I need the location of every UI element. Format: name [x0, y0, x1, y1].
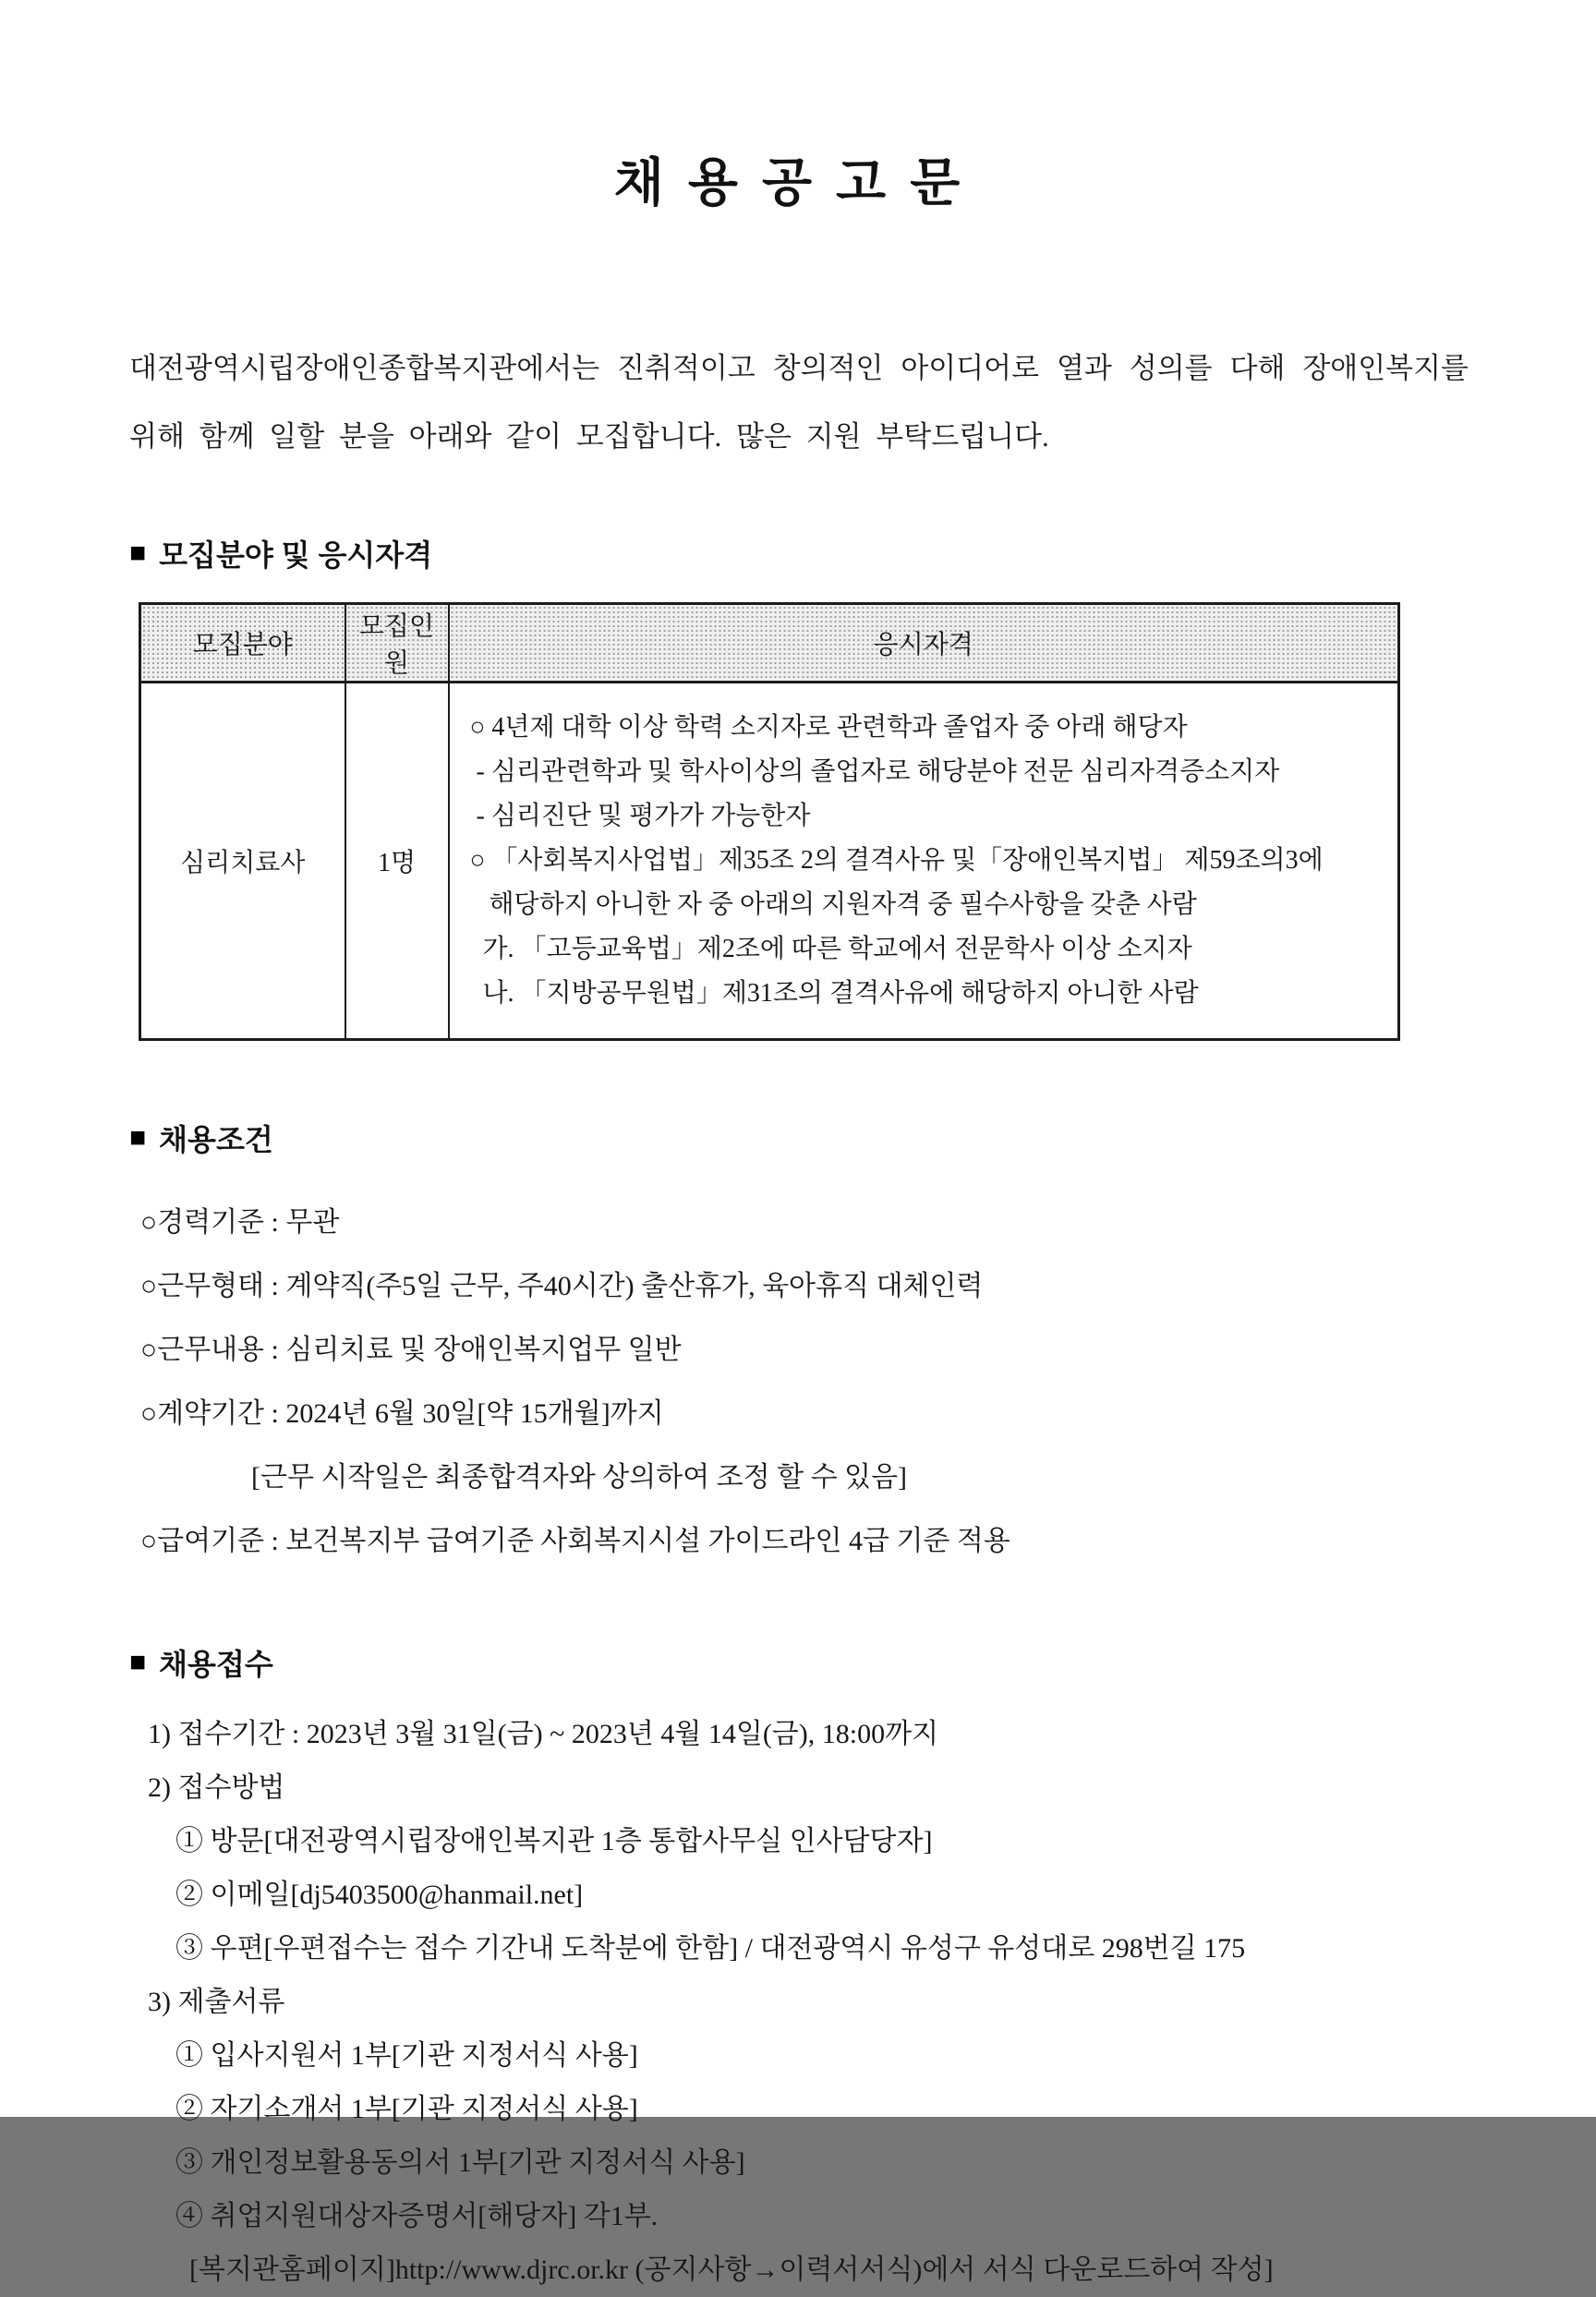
qualification-line: ○ 4년제 대학 이상 학력 소지자로 관련학과 졸업자 중 아래 해당자: [469, 713, 1188, 742]
section-recruit: [129, 532, 1469, 1041]
qualification-line: - 심리관련학과 및 학사이상의 졸업자로 해당분야 전문 심리자격증소지자: [469, 757, 1280, 786]
application-list: [148, 1708, 1469, 2297]
qualification-line: 나. 「지방공무원법」제31조의 결격사유에 해당하지 아니한 사람: [469, 979, 1199, 1008]
table-row: [140, 683, 1399, 1040]
conditions-list: [140, 1191, 1469, 1573]
square-bullet-icon: ■: [129, 1122, 147, 1153]
condition-item: ○급여기준 : 보건복지부 급여기준 사회복지시설 가이드라인 4급 기준 적용: [140, 1526, 1010, 1556]
application-line: 3) 제출서류: [148, 1987, 285, 2017]
application-line-note: [복지관홈페이지]http://www.djrc.or.kr (공지사항→이력서서식)에서 서식 다운로드하여 작성]: [148, 2255, 1274, 2285]
recruit-table: [139, 602, 1400, 1041]
col-header-count: 모집인원: [345, 604, 449, 683]
condition-item: ○근무형태 : 계약직(주5일 근무, 주40시간) 출산휴가, 육아휴직 대체인력: [140, 1271, 984, 1301]
section-heading-application: [129, 1641, 1469, 1684]
application-line: ② 이메일[dj5403500@hanmail.net]: [148, 1880, 584, 1910]
recruit-table-body: [140, 683, 1399, 1040]
application-line: ③ 개인정보활용동의서 1부[기관 지정서식 사용]: [148, 2147, 745, 2178]
application-line: 2) 접수방법: [148, 1772, 285, 1803]
condition-item: ○근무내용 : 심리치료 및 장애인복지업무 일반: [140, 1335, 682, 1365]
section-heading-conditions: [129, 1117, 1469, 1159]
cell-recruit-field: 심리치료사: [140, 683, 345, 1040]
application-line: ② 자기소개서 1부[기관 지정서식 사용]: [148, 2094, 638, 2124]
application-line: 1) 접수기간 : 2023년 3월 31일(금) ~ 2023년 4월 14일(금), 18:00까지: [148, 1719, 939, 1749]
application-line: ③ 우편[우편접수는 접수 기간내 도착분에 한함] / 대전광역시 유성구 유성대로 298번길 175: [148, 1933, 1246, 1964]
intro-paragraph: 대전광역시립장애인종합복지관에서는 진취적이고 창의적인 아이디어로 열과 성의를 다해 장애인복지를 위해 함께 일할 분을 아래와 같이 모집합니다. 많은 지원 부탁드립니다.: [129, 352, 1469, 453]
condition-item-note: [근무 시작일은 최종합격자와 상의하여 조정 할 수 있음]: [140, 1462, 908, 1493]
qualification-line: 가. 「고등교육법」제2조에 따른 학교에서 전문학사 이상 소지자: [469, 935, 1192, 963]
application-line: ④ 취업지원대상자증명서[해당자] 각1부.: [148, 2201, 659, 2231]
section-heading-application-label: 채용접수: [159, 1648, 273, 1681]
cell-recruit-count: 1명: [345, 683, 449, 1040]
cell-qualifications: [449, 683, 1399, 1040]
table-header-row: [140, 604, 1399, 683]
col-header-field: 모집분야: [140, 604, 345, 683]
qualification-line: 해당하지 아니한 자 중 아래의 지원자격 중 필수사항을 갖춘 사람: [469, 890, 1197, 919]
condition-item: ○계약기간 : 2024년 6월 30일[약 15개월]까지: [140, 1398, 664, 1429]
application-line: ① 방문[대전광역시립장애인복지관 1층 통합사무실 인사담당자]: [148, 1826, 933, 1856]
square-bullet-icon: ■: [129, 1647, 147, 1677]
application-line: ① 입사지원서 1부[기관 지정서식 사용]: [148, 2040, 638, 2071]
section-heading-conditions-label: 채용조건: [159, 1123, 273, 1156]
square-bullet-icon: ■: [129, 538, 147, 568]
recruit-table-header: [140, 604, 1399, 683]
section-application: [129, 1641, 1469, 2297]
qualification-line: ○ 「사회복지사업법」제35조 2의 결격사유 및「장애인복지법」 제59조의3에: [469, 846, 1324, 875]
section-heading-recruit-label: 모집분야 및 응시자격: [159, 538, 433, 572]
page-title: 채용공고문: [613, 153, 985, 212]
qualification-line: - 심리진단 및 평가가 가능한자: [469, 802, 811, 830]
section-heading-recruit: [129, 532, 1469, 574]
section-conditions: [129, 1117, 1469, 1573]
col-header-qualification: 응시자격: [449, 604, 1399, 683]
condition-item: ○경력기준 : 무관: [140, 1207, 340, 1238]
